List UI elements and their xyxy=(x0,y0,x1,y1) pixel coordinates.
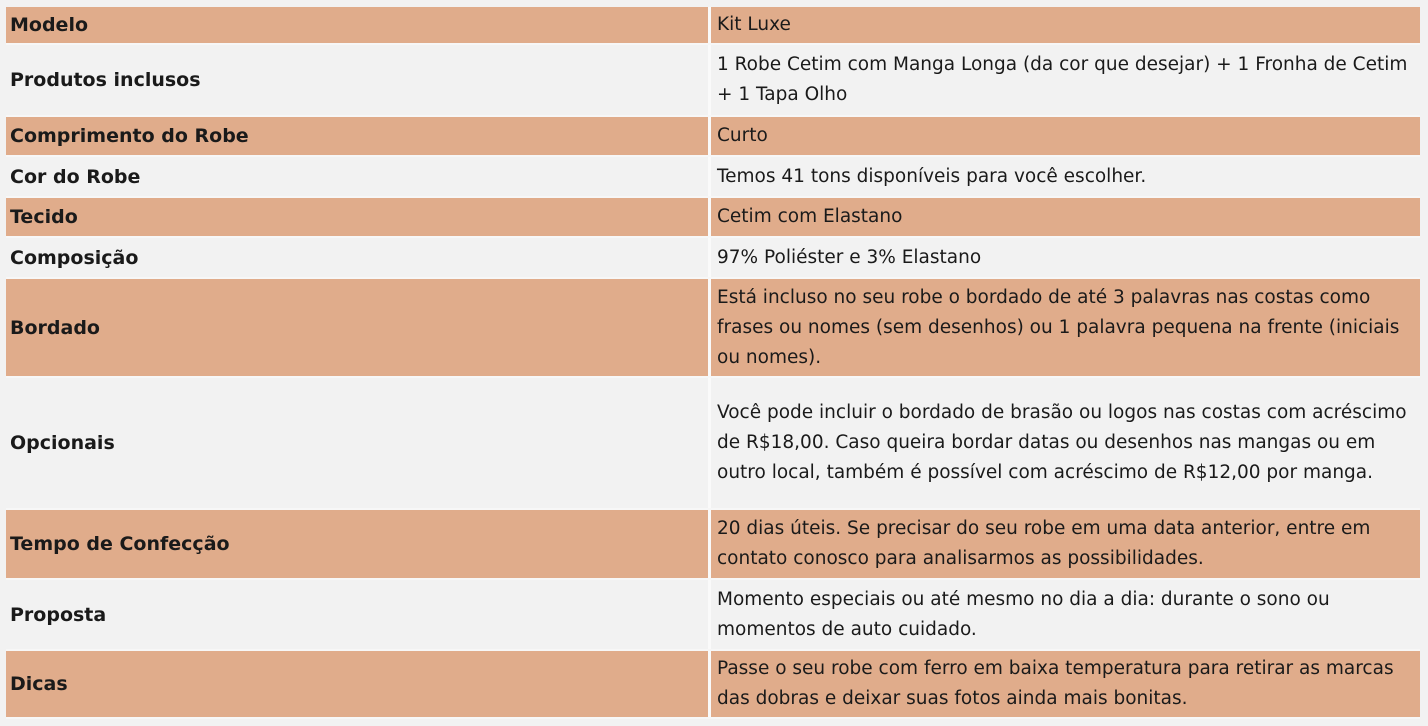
row-label: Proposta xyxy=(6,580,711,649)
row-value-text: Momento especiais ou até mesmo no dia a dia: durante o sono ou momentos de auto cuidado. xyxy=(717,588,1330,640)
table-row-dicas xyxy=(6,651,1420,719)
table-row-opcionais xyxy=(6,378,1420,510)
row-value-text: 97% Poliéster e 3% Elastano xyxy=(717,246,982,268)
table-row-composicao xyxy=(6,238,1420,279)
row-label: Cor do Robe xyxy=(6,157,711,196)
row-value-text: Está incluso no seu robe o bordado de até 3 palavras nas costas como frases ou nomes (sem desenhos) ou 1 palavra pequena na frente (iniciais ou nomes). xyxy=(717,286,1400,368)
table-row-produtos-inclusos xyxy=(6,45,1420,117)
row-label: Modelo xyxy=(6,7,711,43)
row-value xyxy=(711,580,1420,649)
table-row-modelo xyxy=(6,7,1420,45)
row-value xyxy=(711,651,1420,717)
row-value xyxy=(711,279,1420,376)
row-label: Tecido xyxy=(6,198,711,236)
row-value xyxy=(711,7,1420,43)
product-spec-table xyxy=(6,7,1420,719)
row-value-text: 1 Robe Cetim com Manga Longa (da cor que desejar) + 1 Fronha de Cetim + 1 Tapa Olho xyxy=(717,54,1408,105)
row-label: Opcionais xyxy=(6,378,711,508)
row-value xyxy=(711,117,1420,155)
row-value-text: Cetim com Elastano xyxy=(717,206,903,227)
table-row-cor xyxy=(6,157,1420,198)
table-row-tempo-confeccao xyxy=(6,510,1420,580)
row-value xyxy=(711,378,1420,508)
row-value-text: Curto xyxy=(717,125,768,146)
row-label: Produtos inclusos xyxy=(6,45,711,115)
table-row-tecido xyxy=(6,198,1420,238)
row-value xyxy=(711,198,1420,236)
row-value-text: Temos 41 tons disponíveis para você escolher. xyxy=(717,165,1147,187)
row-label: Tempo de Confecção xyxy=(6,510,711,578)
row-value xyxy=(711,510,1420,578)
row-value xyxy=(711,238,1420,277)
row-value xyxy=(711,157,1420,196)
row-value-text: Kit Luxe xyxy=(717,14,791,35)
row-label: Comprimento do Robe xyxy=(6,117,711,155)
table-row-comprimento xyxy=(6,117,1420,157)
row-value-text: Você pode incluir o bordado de brasão ou logos nas costas com acréscimo de R$18,00. Caso queira bordar datas ou desenhos nas mangas ou em outro local, também é possível com acréscimo de R$12,00 por manga. xyxy=(717,402,1407,483)
table-row-proposta xyxy=(6,580,1420,651)
row-value xyxy=(711,45,1420,115)
row-label: Bordado xyxy=(6,279,711,376)
row-value-text: 20 dias úteis. Se precisar do seu robe em uma data anterior, entre em contato conosco para analisarmos as possibilidades. xyxy=(717,518,1371,569)
row-label: Dicas xyxy=(6,651,711,717)
table-row-bordado xyxy=(6,279,1420,378)
row-label: Composição xyxy=(6,238,711,277)
row-value-text: Passe o seu robe com ferro em baixa temperatura para retirar as marcas das dobras e deixar suas fotos ainda mais bonitas. xyxy=(717,658,1394,709)
